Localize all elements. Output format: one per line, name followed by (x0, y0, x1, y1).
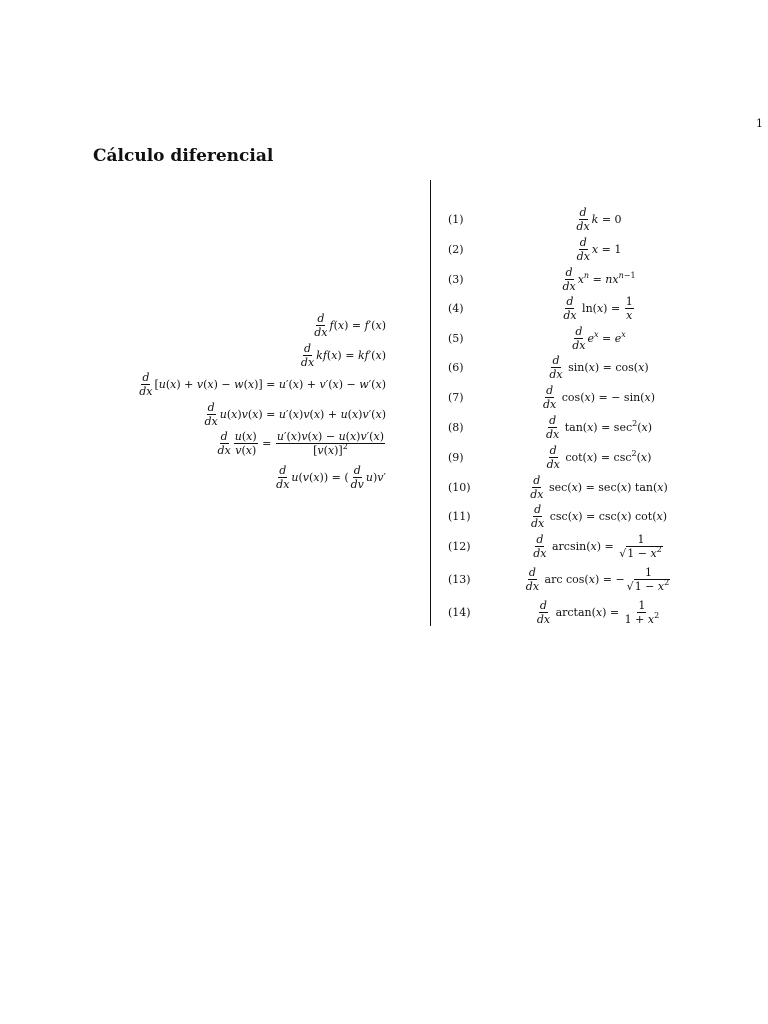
formula: $\frac{d}{dx}$ csc(x) = csc(x) cot(x) (530, 502, 668, 530)
formula: $\frac{d}{dx}$ sec(x) = sec(x) tan(x) (530, 473, 668, 501)
page-number: 1 (756, 117, 763, 130)
formula-row (448, 236, 748, 262)
formula-row (448, 325, 748, 351)
rule-constant-multiple: $\frac{d}{dx}$ kf(x) = kf′(x) (300, 342, 386, 369)
formula: $\frac{d}{dx}$ cos(x) = − sin(x) (543, 383, 655, 411)
equation-number: (10) (448, 480, 471, 494)
equation-number: (12) (448, 539, 471, 553)
formula-row (448, 599, 748, 625)
equation-number: (1) (448, 212, 464, 226)
equation-number: (8) (448, 420, 464, 434)
formula-row (448, 295, 748, 321)
equation-number: (3) (448, 272, 464, 286)
equation-number: (5) (448, 331, 464, 345)
formula-row (448, 503, 748, 529)
formula: $\frac{d}{dx}$ $x^n = nx^{n-1}$ (562, 265, 636, 293)
formula-row (448, 384, 748, 410)
equation-number: (9) (448, 450, 464, 464)
formula-row (448, 414, 748, 440)
equation-number: (13) (448, 572, 471, 586)
formula: $\frac{d}{dx}$ ln(x) = $\frac{1}{x}$ (563, 294, 633, 322)
formula: $\frac{d}{dx}$ arctan(x) = $\frac{1}{1 + x^2}$ (536, 598, 660, 626)
formula: $\frac{d}{dx}$ k = 0 (576, 205, 622, 233)
column-divider (430, 180, 431, 626)
rule-chain: $\frac{d}{dx}$ u(v(x)) = ( $\frac{d}{dv}$ u)v′ (276, 464, 386, 491)
formula-row (448, 206, 748, 232)
equation-number: (11) (448, 509, 471, 523)
formula: $\frac{d}{dx}$ $\tan(x) = \sec^2(x)$ (545, 413, 653, 441)
equation-number: (6) (448, 360, 464, 374)
formula: $\frac{d}{dx}$ $e^x = e^x$ (572, 324, 626, 352)
equation-number: (2) (448, 242, 464, 256)
equation-number: (7) (448, 390, 464, 404)
formula-row (448, 444, 748, 470)
formula: $\frac{d}{dx}$ $\cot(x) = \csc^2(x)$ (546, 443, 652, 471)
formula: $\frac{d}{dx}$ x = 1 (576, 235, 622, 263)
formula: $\frac{d}{dx}$ arcsin(x) = $\frac{1}{√1 - x^2}$ (533, 532, 662, 560)
page-title: Cálculo diferencial (93, 146, 274, 166)
equation-number: (4) (448, 301, 464, 315)
rule-quotient: $\frac{d}{dx}$ $\frac{u(x)}{v(x)}$ = $\frac{u'(x)v(x) - u(x)v'(x)}{[v(x)]^2}$ (217, 430, 384, 457)
rule-product: $\frac{d}{dx}$ u(x)v(x) = u′(x)v(x) + u(x)v′(x) (204, 401, 386, 428)
formula-row (448, 533, 748, 559)
formula: $\frac{d}{dx}$ sin(x) = cos(x) (549, 353, 649, 381)
formula-row (448, 474, 748, 500)
equation-number: (14) (448, 605, 471, 619)
formula-row (448, 354, 748, 380)
rule-definition: $\frac{d}{dx}$ f(x) = f′(x) (314, 312, 386, 339)
formula-row (448, 566, 748, 592)
rule-sum-difference: $\frac{d}{dx}$ [u(x) + v(x) − w(x)] = u′(x) + v′(x) − w′(x) (139, 371, 386, 398)
formula-row (448, 266, 748, 292)
formula: $\frac{d}{dx}$ arc cos(x) = − $\frac{1}{√1 - x^2}$ (525, 565, 670, 593)
